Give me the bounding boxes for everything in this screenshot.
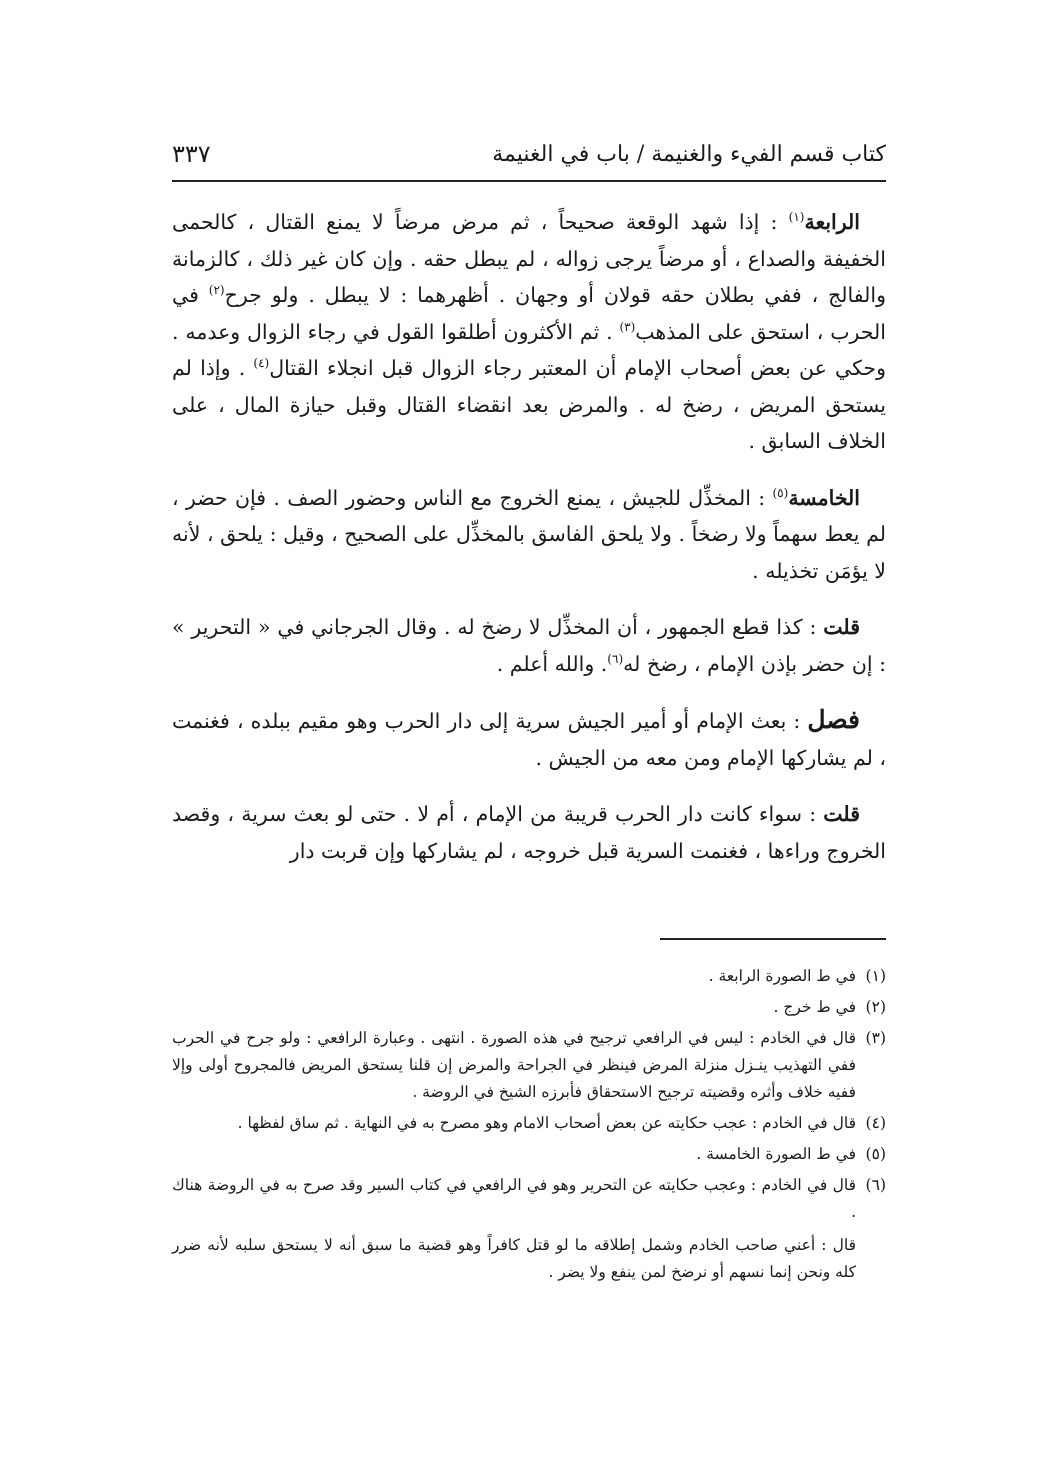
page-number: ٣٣٧	[172, 140, 211, 168]
footnote-number: (١)	[865, 967, 886, 985]
running-header	[172, 138, 886, 178]
paragraph-lead: قلت	[823, 802, 860, 826]
paragraph-qultu-1	[172, 609, 886, 682]
footnote-ref: (٤)	[253, 356, 270, 371]
footnote-text: قال في الخادم : ليس في الرافعي ترجيح في هذه الصورة . انتهى . وعبارة الرافعي : ولو جرح في الحرب ففي التهذيب ينـزل منزلة المرض فينظر في الجراحة والمرض إن قلنا يستحق المريض فالمجروح أولى وإلا ففيه خلاف وأثره وقضيته ترجيح الاستحقاق فأبرزه الشيخ في الروضة .	[172, 1029, 856, 1101]
paragraph-text: : بعث الإمام أو أمير الجيش سرية إلى دار الحرب وهو مقيم ببلده ، فغنمت ، لم يشاركها الإمام ومن معه من الجيش .	[172, 709, 886, 770]
footnote-number: (٢)	[865, 998, 886, 1016]
paragraph-text: : كذا قطع الجمهور ، أن المخذِّل لا رضخ له . وقال الجرجاني في « التحرير » : إن حضر بإذن الإمام ، رضخ له	[172, 615, 886, 676]
footnote-text: في ط خرج .	[773, 998, 856, 1016]
footnote-item	[172, 994, 886, 1021]
paragraph-text: : سواء كانت دار الحرب قريبة من الإمام ، أم لا . حتى لو بعث سرية ، وقصد الخروج وراءها ، فغنمت السرية قبل خروجه ، لم يشاركها وإن قربت دار	[172, 802, 886, 863]
footnote-text: في ط الصورة الخامسة .	[696, 1145, 856, 1163]
footnote-text: في ط الصورة الرابعة .	[708, 967, 856, 985]
footnote-text: قال في الخادم : عجب حكايته عن بعض أصحاب الامام وهو مصرح به في النهاية . ثم ساق لفظها .	[237, 1114, 856, 1132]
paragraph-fourth	[172, 204, 886, 460]
footnote-ref: (٢)	[208, 283, 225, 298]
paragraph-fifth	[172, 480, 886, 590]
paragraph-text: : المخذِّل للجيش ، يمنع الخروج مع الناس وحضور الصف . فإن حضر ، لم يعط سهماً ولا رضخاً . ولا يلحق الفاسق بالمخذِّل على الصحيح ، وقيل : يلحق ، لأنه لا يؤمَن تخذيله .	[172, 485, 886, 583]
header-title: كتاب قسم الفيء والغنيمة / باب في الغنيمة	[492, 142, 886, 167]
footnote-item	[172, 1110, 886, 1137]
footnote-ref: (٥)	[772, 485, 789, 500]
footnote-number: (٦)	[865, 1176, 886, 1194]
paragraph-qultu-2	[172, 796, 886, 869]
footnotes	[172, 963, 886, 1286]
main-text	[172, 204, 886, 889]
paragraph-lead: الخامسة	[788, 485, 860, 510]
paragraph-fasl	[172, 702, 886, 776]
footnote-item	[172, 963, 886, 990]
footnote-item	[172, 1172, 886, 1226]
footnote-text: قال في الخادم : وعجب حكايته عن التحرير وهو في الرافعي في كتاب السير وقد صرح به في الروضة هناك .	[172, 1176, 856, 1221]
footnote-ref: (٦)	[607, 651, 624, 666]
paragraph-text: . والله أعلم .	[496, 651, 608, 676]
footnote-continuation: قال : أعني صاحب الخادم وشمل إطلاقه ما لو قتل كافراً وهو قضية ما سبق أنه لا يستحق سلبه لأنه ضرر كله ونحن إنما نسهم أو نرضخ لمن ينفع ولا يضر .	[172, 1236, 856, 1281]
paragraph-text: . ثم الأكثرون أطلقوا القول في رجاء الزوال وعدمه . وحكي عن بعض أصحاب الإمام أن المعتبر رجاء الزوال قبل انجلاء القتال	[172, 319, 887, 380]
paragraph-text: . وإذا لم يستحق المريض ، رضخ له . والمرض بعد انقضاء القتال وقبل حيازة المال ، على الخلاف السابق .	[172, 356, 886, 453]
paragraph-lead: الرابعة	[804, 210, 860, 234]
footnote-item	[172, 1141, 886, 1168]
paragraph-text: في الحرب ، استحق على المذهب	[172, 283, 886, 344]
section-lead: فصل	[807, 705, 860, 734]
footnote-item	[172, 1025, 886, 1106]
paragraph-lead: قلت	[823, 615, 860, 639]
footnote-number: (٣)	[865, 1029, 886, 1047]
footnote-divider	[660, 938, 886, 940]
footnote-ref: (١)	[788, 210, 805, 225]
paragraph-text: : إذا شهد الوقعة صحيحاً ، ثم مرض مرضاً لا يمنع القتال ، كالحمى الخفيفة والصداع ، أو مرضاً يرجى زواله ، لم يبطل حقه . وإن كان غير ذلك ، كالزمانة والفالج ، ففي بطلان حقه قولان أو وجهان . أظهرهما : لا يبطل . ولو جرح	[172, 210, 887, 307]
footnote-number: (٤)	[865, 1114, 886, 1132]
header-divider	[172, 180, 886, 182]
footnote-number: (٥)	[865, 1145, 886, 1163]
footnote-ref: (٣)	[619, 319, 636, 334]
